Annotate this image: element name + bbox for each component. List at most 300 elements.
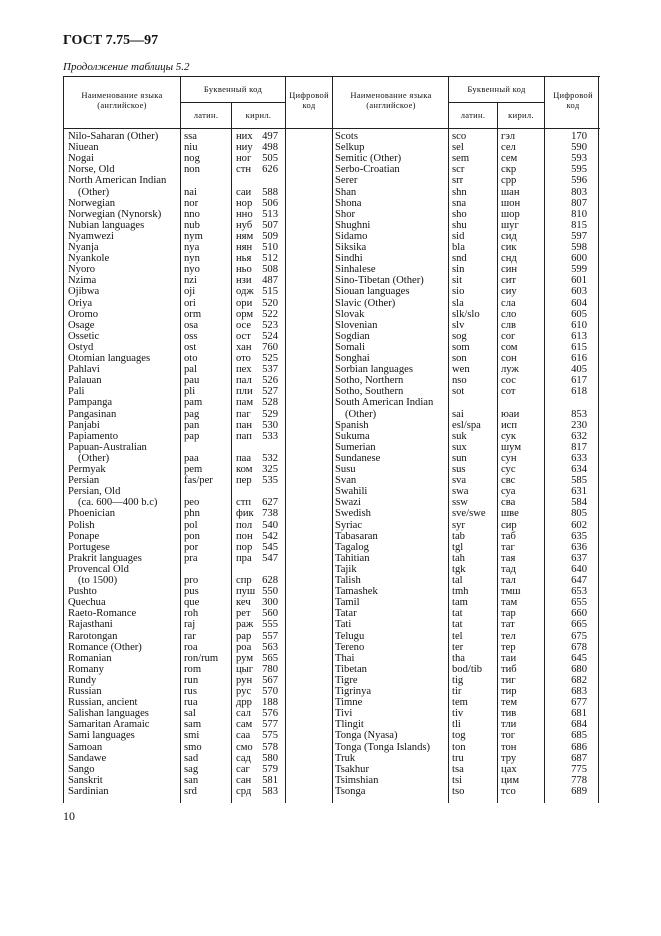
language-name: Nogai (68, 153, 94, 165)
latin-code: ter (452, 641, 464, 653)
latin-code: tgk (452, 563, 466, 575)
column-rule (285, 76, 286, 803)
language-name: Quechua (68, 597, 106, 609)
cyrillic-code: шуг (501, 219, 519, 231)
language-name: Ojibwa (68, 286, 100, 298)
language-name: Romance (Other) (68, 641, 142, 653)
cyrillic-code: таг (501, 541, 515, 553)
language-name: Tabasaran (335, 530, 378, 542)
cyrillic-code: пан (236, 419, 253, 431)
cyrillic-code: тат (501, 619, 515, 631)
language-name: Shan (335, 186, 357, 198)
cyrillic-code: сир (501, 519, 517, 531)
numeric-code: 775 (571, 763, 587, 775)
cyrillic-code: спр (236, 575, 252, 586)
latin-code: por (184, 541, 199, 553)
cyrillic-code: срд (236, 785, 252, 797)
numeric-code: 577 (262, 719, 278, 731)
latin-code: tig (452, 674, 464, 686)
language-name: Tereno (335, 641, 365, 653)
language-name: Raeto-Romance (68, 608, 137, 620)
latin-code: oto (184, 353, 198, 364)
cyrillic-code: сам (236, 719, 253, 731)
latin-code: srd (184, 785, 197, 797)
numeric-code: 529 (262, 408, 278, 420)
latin-code: ost (184, 341, 197, 353)
latin-code: niu (184, 142, 198, 154)
cyrillic-code: сит (501, 275, 517, 287)
numeric-code: 497 (262, 131, 278, 142)
cyrillic-code: гэл (501, 131, 515, 142)
numeric-code: 780 (262, 663, 278, 675)
language-name: Nyankole (68, 253, 110, 265)
language-name: Spanish (335, 419, 369, 431)
cyrillic-code: пер (236, 475, 252, 487)
latin-code: pap (184, 430, 200, 442)
latin-code: som (452, 341, 470, 353)
numeric-code: 677 (571, 697, 587, 709)
language-name: Tigrinya (335, 686, 372, 697)
numeric-code: 689 (571, 785, 587, 797)
language-name: Tsimshian (335, 774, 379, 786)
language-name: Samoan (68, 741, 103, 753)
numeric-code: 588 (262, 186, 278, 198)
latin-code: tsa (452, 763, 464, 775)
numeric-code: 683 (571, 686, 587, 697)
cyrillic-code: тем (501, 697, 518, 709)
numeric-code: 803 (571, 186, 587, 198)
latin-code: slk/slo (452, 308, 480, 320)
numeric-code: 547 (262, 552, 278, 564)
cyrillic-code: сло (501, 308, 517, 320)
numeric-code: 565 (262, 652, 278, 664)
language-name: Tigre (335, 674, 358, 686)
page-number: 10 (63, 809, 75, 823)
numeric-code: 506 (262, 197, 278, 209)
cyrillic-code: сус (501, 464, 516, 475)
language-name: Ponape (68, 530, 100, 542)
cyrillic-code: свс (501, 475, 516, 487)
cyrillic-code: пуш (236, 586, 256, 598)
numeric-code: 600 (571, 253, 587, 265)
language-name: Tonga (Nyasa) (335, 730, 398, 742)
cyrillic-code: шор (501, 208, 520, 220)
latin-code: ton (452, 741, 466, 753)
cyrillic-code: нян (236, 242, 253, 253)
numeric-code: 300 (262, 597, 278, 609)
numeric-code: 581 (262, 774, 278, 786)
cyrillic-code: сог (501, 330, 516, 342)
language-name: Slovenian (335, 319, 378, 331)
latin-code: nor (184, 197, 199, 209)
table-caption: Продолжение таблицы 5.2 (63, 61, 190, 73)
latin-code: ron/rum (184, 652, 219, 664)
language-name: Provencal Old (68, 563, 129, 575)
latin-code: san (184, 774, 199, 786)
language-name: Rajasthani (68, 619, 113, 631)
latin-code: tsi (452, 774, 463, 786)
numeric-code: 596 (571, 175, 587, 187)
language-name: Ossetic (68, 330, 100, 342)
numeric-code: 542 (262, 530, 278, 542)
numeric-code: 628 (262, 575, 278, 586)
numeric-code: 560 (262, 608, 278, 620)
latin-code: rus (184, 686, 197, 697)
language-name: Siouan languages (335, 286, 410, 298)
cyrillic-code: стп (236, 497, 252, 509)
numeric-code: 684 (571, 719, 587, 731)
cyrillic-code: паг (236, 408, 251, 420)
language-name: (Other) (78, 452, 110, 464)
cyrillic-code: шан (501, 186, 520, 198)
latin-code: slv (452, 319, 465, 331)
latin-code: nog (184, 153, 200, 165)
latin-code: sot (452, 386, 465, 398)
cyrillic-code: юаи (501, 408, 520, 420)
cyrillic-code: скр (501, 164, 517, 176)
latin-code: rua (184, 697, 198, 709)
cyrillic-code: нзи (236, 275, 252, 287)
header-numeric-code: Цифровой код (289, 90, 329, 110)
language-name: Pangasinan (68, 408, 117, 420)
header-language-name: Наименование языка (английское) (81, 90, 163, 110)
language-name: Semitic (Other) (335, 153, 402, 165)
language-name: Pali (68, 386, 85, 398)
latin-code: pag (184, 408, 200, 420)
header-alpha-code: Буквенный код (203, 84, 263, 94)
latin-code: ssa (184, 131, 197, 142)
language-name: Shughni (335, 219, 371, 231)
latin-code: rar (184, 630, 196, 642)
latin-code: roh (184, 608, 199, 620)
language-name: Sotho, Northern (335, 375, 404, 387)
cyrillic-code: син (501, 264, 518, 276)
language-name: Sandawe (68, 752, 107, 764)
language-name: Slavic (Other) (335, 297, 396, 309)
cyrillic-code: тир (501, 686, 517, 697)
latin-code: smi (184, 730, 200, 742)
language-name: Samaritan Aramaic (68, 719, 150, 731)
column-rule (180, 76, 181, 803)
language-name: Sotho, Southern (335, 386, 404, 398)
language-name: Nilo-Saharan (Other) (68, 131, 159, 142)
cyrillic-code: пап (236, 430, 252, 442)
numeric-code: 509 (262, 230, 278, 242)
numeric-code: 535 (262, 475, 278, 487)
language-name: Truk (335, 752, 356, 764)
language-name: Salishan languages (68, 708, 149, 720)
language-name: Nyanja (68, 242, 99, 253)
language-name: Serbo-Croatian (335, 164, 400, 176)
numeric-code: 738 (262, 508, 278, 520)
left-alpha-subrule (180, 102, 285, 103)
cyrillic-code: сал (236, 708, 251, 720)
numeric-code: 605 (571, 308, 587, 320)
latin-code: smo (184, 741, 202, 753)
numeric-code: 610 (571, 319, 587, 331)
cyrillic-code: сла (501, 297, 516, 309)
document-title: ГОСТ 7.75—97 (63, 33, 159, 48)
numeric-code: 678 (571, 641, 587, 653)
numeric-code: 593 (571, 153, 587, 165)
language-name: Russian, ancient (68, 697, 138, 709)
language-name: Nzima (68, 275, 97, 287)
cyrillic-code: ниу (236, 142, 253, 154)
language-name: Tamashek (335, 586, 378, 598)
cyrillic-code: пра (236, 552, 252, 564)
numeric-code: 595 (571, 164, 587, 176)
cyrillic-code: кеч (236, 597, 251, 609)
language-name: Sami languages (68, 730, 135, 742)
numeric-code: 647 (571, 575, 587, 586)
numeric-code: 604 (571, 297, 587, 309)
language-name: Thai (335, 652, 355, 664)
cyrillic-code: тив (501, 708, 517, 720)
language-name: Persian, Old (68, 486, 121, 498)
cyrillic-code: тиб (501, 663, 517, 675)
cyrillic-code: луж (501, 364, 519, 376)
cyrillic-code: ори (236, 297, 253, 309)
language-name: Persian (68, 475, 100, 487)
cyrillic-code: ног (236, 153, 252, 165)
cyrillic-code: рет (236, 608, 251, 620)
latin-code: srr (452, 175, 464, 187)
latin-code: sam (184, 719, 202, 731)
numeric-code: 513 (262, 208, 278, 220)
latin-code: orm (184, 308, 202, 320)
cyrillic-code: нуб (236, 219, 253, 231)
language-name: Permyak (68, 464, 106, 475)
latin-code: tso (452, 785, 465, 797)
language-name: Papiamento (68, 430, 119, 442)
language-name: Tahitian (335, 552, 370, 564)
numeric-code: 188 (262, 697, 278, 709)
cyrillic-code: сос (501, 375, 516, 387)
cyrillic-code: ост (236, 330, 251, 342)
numeric-code: 640 (571, 563, 587, 575)
cyrillic-code: тсо (501, 785, 516, 797)
language-name: Slovak (335, 308, 365, 320)
language-name: Siksika (335, 242, 367, 253)
language-name: Sino-Tibetan (Other) (335, 275, 424, 287)
latin-code: tli (452, 719, 461, 731)
latin-code: paa (184, 452, 199, 464)
cyrillic-code: тмш (501, 586, 521, 598)
numeric-code: 631 (571, 486, 587, 498)
cyrillic-code: сиу (501, 286, 517, 298)
numeric-code: 524 (262, 330, 278, 342)
numeric-code: 601 (571, 275, 587, 287)
latin-code: tiv (452, 708, 464, 720)
numeric-code: 626 (262, 164, 278, 176)
latin-code: wen (452, 364, 470, 376)
header-cyrillic: кирил. (508, 110, 534, 120)
cyrillic-code: ням (236, 230, 254, 242)
latin-code: pem (184, 464, 203, 475)
cyrillic-code: роа (236, 641, 252, 653)
numeric-code: 580 (262, 752, 278, 764)
latin-code: tel (452, 630, 463, 642)
numeric-code: 778 (571, 774, 587, 786)
cyrillic-code: сон (501, 353, 517, 364)
numeric-code: 760 (262, 341, 278, 353)
latin-code: nyn (184, 253, 200, 265)
numeric-code: 810 (571, 208, 587, 220)
numeric-code: 575 (262, 730, 278, 742)
cyrillic-code: сом (501, 341, 518, 353)
numeric-code: 526 (262, 375, 278, 387)
numeric-code: 815 (571, 219, 587, 231)
language-name: Tibetan (335, 663, 367, 675)
cyrillic-code: тру (501, 752, 517, 764)
cyrillic-code: ньо (236, 264, 252, 276)
numeric-code: 325 (262, 464, 278, 475)
language-name: Sogdian (335, 330, 370, 342)
latin-code: tab (452, 530, 465, 542)
language-name: Timne (335, 697, 363, 709)
cyrillic-code: саг (236, 763, 250, 775)
latin-code: pus (184, 586, 199, 598)
numeric-code: 576 (262, 708, 278, 720)
header-latin: латин. (193, 110, 219, 120)
latin-code: nym (184, 230, 203, 242)
numeric-code: 616 (571, 353, 587, 364)
latin-code: sal (184, 708, 196, 720)
numeric-code: 633 (571, 452, 587, 464)
latin-code: pol (184, 519, 198, 531)
cyrillic-code: пон (236, 530, 253, 542)
numeric-code: 655 (571, 597, 587, 609)
numeric-code: 540 (262, 519, 278, 531)
cyrillic-code: сва (501, 497, 516, 509)
language-name: Oriya (68, 297, 93, 309)
language-name: Tivi (335, 708, 353, 720)
column-rule (332, 76, 333, 803)
latin-code: tem (452, 697, 468, 709)
numeric-code: 508 (262, 264, 278, 276)
latin-code: sna (452, 197, 467, 209)
latin-code: sio (452, 286, 465, 298)
cyrillic-code: орм (236, 308, 254, 320)
latin-code: sco (452, 131, 467, 142)
numeric-code: 615 (571, 341, 587, 353)
cyrillic-code: паа (236, 452, 252, 464)
numeric-code: 805 (571, 508, 587, 520)
cyrillic-code: таи (501, 652, 517, 664)
latin-code: tog (452, 730, 466, 742)
language-name: Niuean (68, 142, 99, 154)
language-name: Tajik (335, 563, 357, 575)
language-name: Rarotongan (68, 630, 118, 642)
cyrillic-code: тар (501, 608, 516, 620)
numeric-code: 510 (262, 242, 278, 253)
language-name: Tagalog (335, 541, 369, 553)
latin-code: run (184, 674, 199, 686)
language-name: Oromo (68, 308, 99, 320)
cyrillic-code: снд (501, 253, 517, 265)
latin-code: swa (452, 486, 469, 498)
latin-code: nya (184, 242, 200, 253)
numeric-code: 537 (262, 364, 278, 376)
language-name: Susu (335, 464, 356, 475)
language-name: Sango (68, 763, 95, 775)
numeric-code: 487 (262, 275, 278, 287)
language-name: Sumerian (335, 441, 376, 453)
latin-code: tgl (452, 541, 464, 553)
latin-code: sux (452, 441, 467, 453)
language-name: Syriac (335, 519, 363, 531)
language-name: Prakrit languages (68, 552, 142, 564)
latin-code: bla (452, 242, 465, 253)
language-name: Osage (68, 319, 95, 331)
language-code-table (63, 76, 599, 803)
latin-code: tah (452, 552, 465, 564)
cyrillic-code: осе (236, 319, 252, 331)
cyrillic-code: сан (236, 774, 252, 786)
latin-code: nai (184, 186, 197, 198)
latin-code: que (184, 597, 200, 609)
cyrillic-code: фик (236, 508, 254, 520)
numeric-code: 590 (571, 142, 587, 154)
cyrillic-code: пал (236, 375, 252, 387)
latin-code: shn (452, 186, 467, 198)
cyrillic-code: раж (236, 619, 254, 631)
language-name: (ca. 600—400 b.c) (78, 497, 158, 509)
latin-code: pam (184, 397, 203, 409)
language-name: North American Indian (68, 175, 167, 187)
cyrillic-code: тал (501, 575, 516, 586)
header-latin: латин. (460, 110, 486, 120)
numeric-code: 618 (571, 386, 587, 398)
cyrillic-code: смо (236, 741, 253, 753)
language-name: Sanskrit (68, 774, 103, 786)
language-name: Svan (335, 475, 357, 487)
header-alpha-code: Буквенный код (467, 84, 526, 94)
numeric-code: 523 (262, 319, 278, 331)
right-alpha-subrule (448, 102, 544, 103)
language-name: South American Indian (335, 397, 434, 409)
language-name: Serer (335, 175, 358, 187)
numeric-code: 853 (571, 408, 587, 420)
language-name: Tonga (Tonga Islands) (335, 741, 431, 753)
column-rule (497, 102, 498, 803)
latin-code: peo (184, 497, 200, 509)
latin-code: sem (452, 153, 470, 165)
latin-code: sin (452, 264, 465, 276)
language-name: Tati (335, 619, 352, 631)
cyrillic-code: нно (236, 208, 253, 220)
cyrillic-code: рус (236, 686, 252, 697)
cyrillic-code: саи (236, 186, 252, 198)
latin-code: raj (184, 619, 196, 631)
cyrillic-code: срр (501, 175, 517, 187)
column-rule (448, 76, 449, 803)
cyrillic-code: пор (236, 541, 253, 553)
language-name: Shona (335, 197, 362, 209)
numeric-code: 584 (571, 497, 587, 509)
latin-code: tru (452, 752, 464, 764)
cyrillic-code: тли (501, 719, 517, 731)
latin-code: phn (184, 508, 200, 520)
cyrillic-code: сел (501, 142, 516, 154)
numeric-code: 685 (571, 730, 587, 742)
cyrillic-code: тел (501, 630, 516, 642)
numeric-code: 597 (571, 230, 587, 242)
latin-code: sai (452, 408, 464, 420)
cyrillic-code: исп (501, 419, 518, 431)
latin-code: nub (184, 219, 200, 231)
numeric-code: 520 (262, 297, 278, 309)
